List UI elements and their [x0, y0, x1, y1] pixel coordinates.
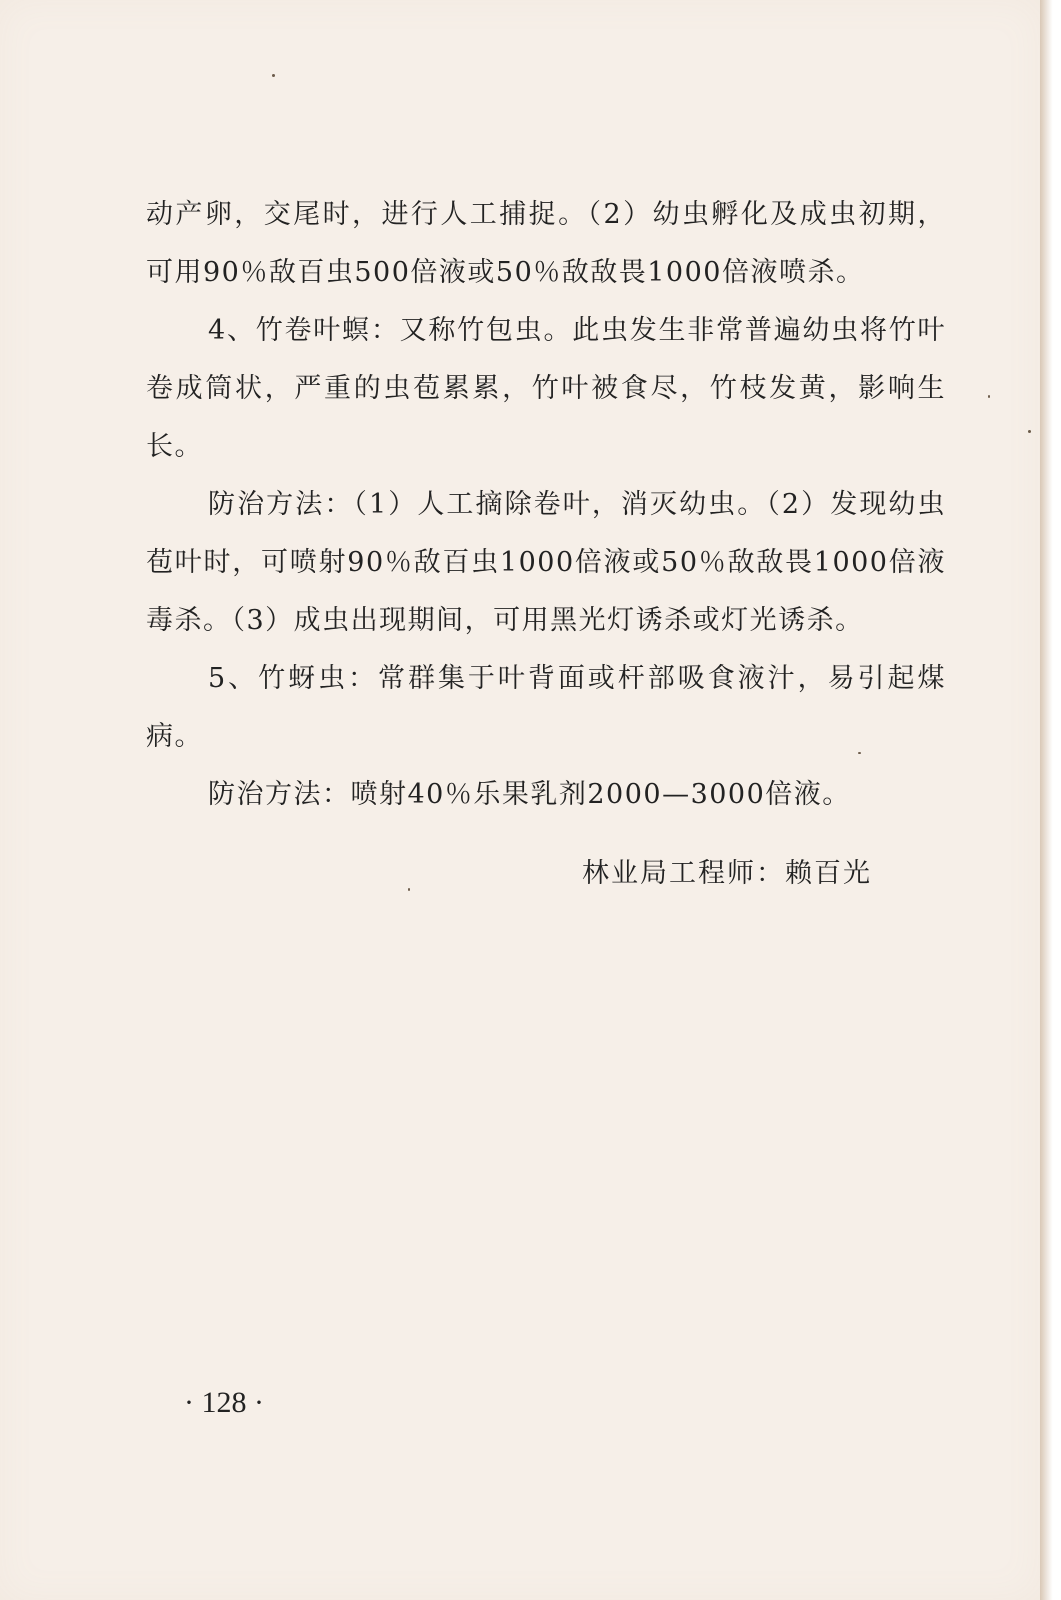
- paper-speck: [408, 888, 410, 891]
- paragraph-bamboo-aphid: 5、竹蚜虫：常群集于叶背面或杆部吸食液汁，易引起煤病。: [146, 663, 946, 752]
- page-edge: [1040, 0, 1061, 1600]
- paragraph-aphid-control: 防治方法：喷射40％乐果乳剂2000—3000倍液。: [208, 779, 851, 810]
- paragraph-leaf-roller-control: 防治方法：（1）人工摘除卷叶，消灭幼虫。（2）发现幼虫苞叶时，可喷射90％敌百虫1000倍液或50％敌敌畏1000倍液毒杀。（3）成虫出现期间，可用黑光灯诱杀或灯光诱杀。: [146, 489, 946, 636]
- paragraph-bamboo-leaf-roller: 4、竹卷叶螟：又称竹包虫。此虫发生非常普遍幼虫将竹叶卷成筒状，严重的虫苞累累，竹叶被食尽，竹枝发黄，影响生长。: [146, 315, 946, 462]
- paper-speck: [1028, 430, 1031, 433]
- paragraph-continued: 动产卵，交尾时，进行人工捕捉。（2）幼虫孵化及成虫初期，可用90％敌百虫500倍液或50％敌敌畏1000倍液喷杀。: [146, 199, 946, 288]
- paper-speck: [272, 74, 275, 77]
- paper-speck: [988, 395, 990, 398]
- body-text: [146, 186, 946, 824]
- page-number: · 128 ·: [184, 1386, 264, 1419]
- author-signature: 林业局工程师：赖百光: [582, 858, 872, 889]
